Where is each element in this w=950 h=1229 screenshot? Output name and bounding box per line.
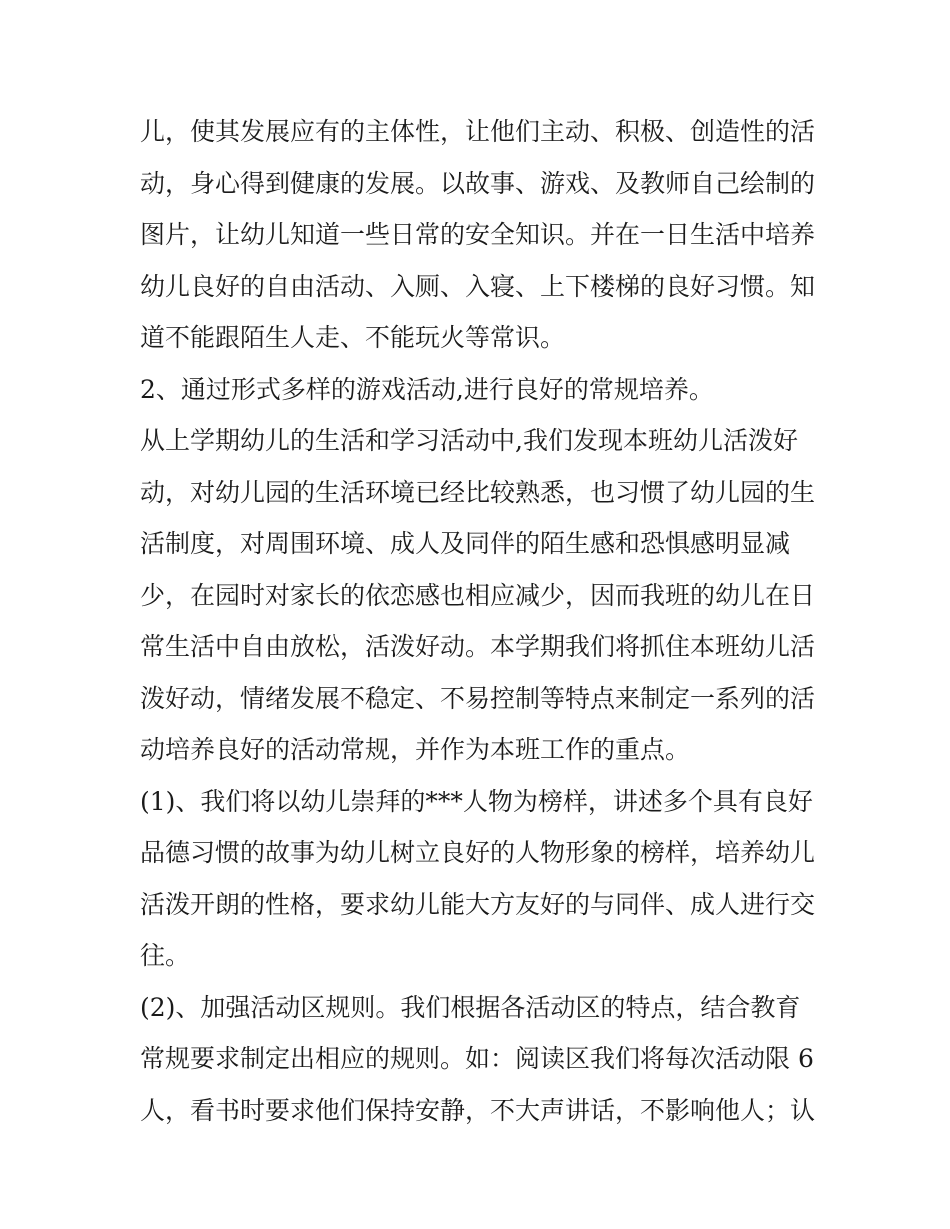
text-line: 动，身心得到健康的发展。以故事、游戏、及教师自己绘制的 [140,168,816,198]
text-line: 泼好动，情绪发展不稳定、不易控制等特点来制定一系列的活 [140,683,816,713]
text-line: 常生活中自由放松，活泼好动。本学期我们将抓住本班幼儿活 [140,632,816,661]
text-line: 往。 [140,941,191,970]
text-line: 品德习惯的故事为幼儿树立良好的人物形象的榜样，培养幼儿 [140,838,816,867]
text-line: 图片，让幼儿知道一些日常的安全知识。并在一日生活中培养 [140,220,816,249]
text-line: 幼儿良好的自由活动、入厕、入寝、上下楼梯的良好习惯。知 [140,271,816,301]
text-line: 少，在园时对家长的依恋感也相应减少，因而我班的幼儿在日 [140,580,816,610]
text-line: 人，看书时要求他们保持安静，不大声讲话，不影响他人；认 [140,1095,816,1125]
list-item-1: (1)、我们将以幼儿崇拜的***人物为榜样，讲述多个具有良好 [140,786,813,816]
body-text [140,106,830,1136]
text-line: 活泼开朗的性格，要求幼儿能大方友好的与同伴、成人进行交 [140,889,816,919]
text-line: 道不能跟陌生人走、不能玩火等常识。 [140,323,566,352]
text-line: 从上学期幼儿的生活和学习活动中,我们发现本班幼儿活泼好 [140,426,798,455]
text-line: 儿，使其发展应有的主体性，让他们主动、积极、创造性的活 [140,117,816,146]
text-line: 动培养良好的活动常规，并作为本班工作的重点。 [140,735,691,764]
section-heading: 2、通过形式多样的游戏活动,进行良好的常规培养。 [140,374,714,404]
text-line: 常规要求制定出相应的规则。如：阅读区我们将每次活动限 6 [140,1044,814,1073]
text-line: 活制度，对周围环境、成人及同伴的陌生感和恐惧感明显减 [140,529,791,558]
text-line: 动，对幼儿园的生活环境已经比较熟悉，也习惯了幼儿园的生 [140,477,816,507]
list-item-2: (2)、加强活动区规则。我们根据各活动区的特点，结合教育 [140,992,801,1022]
